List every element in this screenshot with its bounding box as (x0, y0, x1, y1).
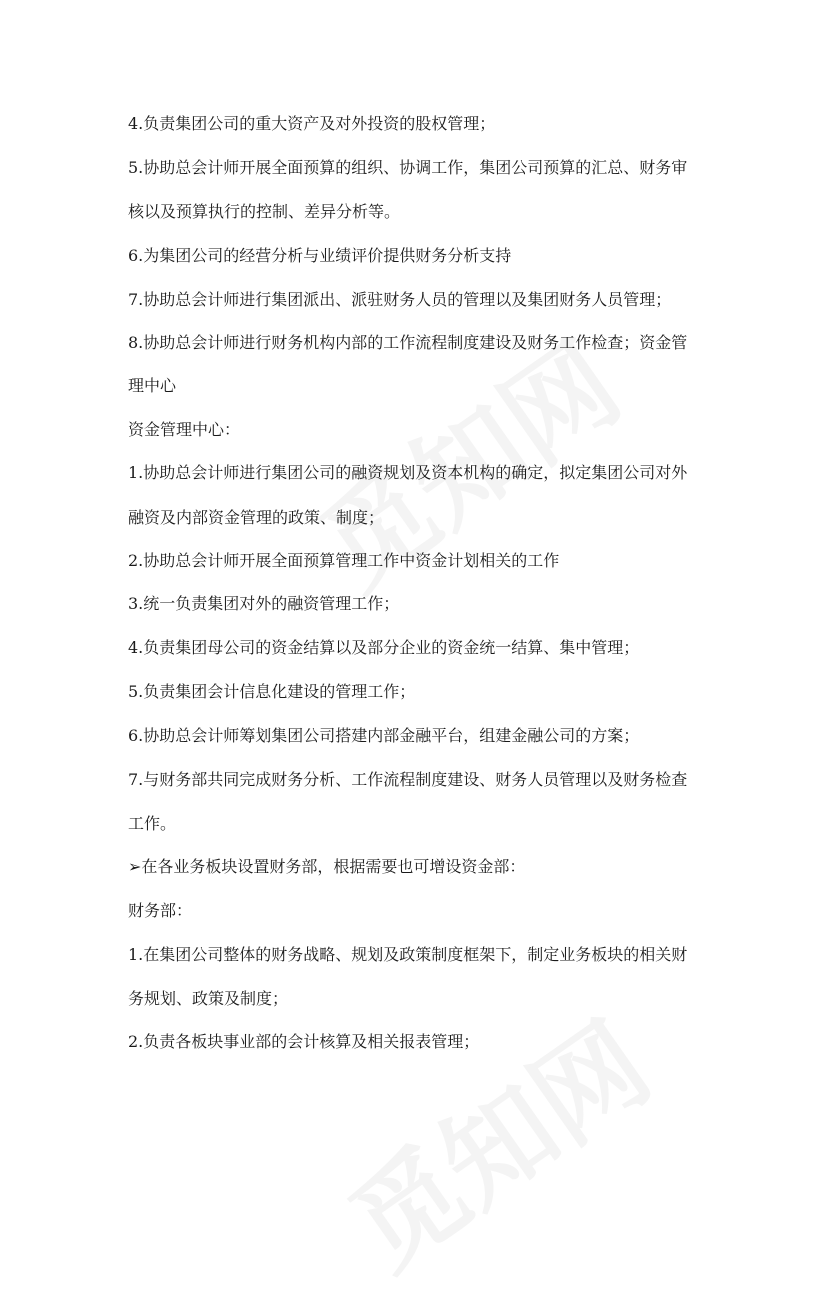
paragraph-line: 4.负责集团公司的重大资产及对外投资的股权管理； (128, 114, 496, 133)
paragraph-line: 6.协助总会计师筹划集团公司搭建内部金融平台，组建金融公司的方案； (128, 726, 640, 745)
paragraph-line: 7.协助总会计师进行集团派出、派驻财务人员的管理以及集团财务人员管理； (128, 290, 672, 309)
paragraph-line: 2.协助总会计师开展全面预算管理工作中资金计划相关的工作 (128, 551, 560, 570)
paragraph-line: 核以及预算执行的控制、差异分析等。 (128, 202, 401, 221)
paragraph-line: 3.统一负责集团对外的融资管理工作； (128, 594, 400, 613)
bullet-line: ➢在各业务板块设置财务部，根据需要也可增设资金部： (128, 857, 526, 876)
paragraph-line: 理中心 (128, 376, 177, 395)
paragraph-line: 融资及内部资金管理的政策、制度； (128, 508, 385, 527)
watermark (315, 980, 676, 1298)
paragraph-line: 8.协助总会计师进行财务机构内部的工作流程制度建设及财务工作检查；资金管 (128, 333, 688, 352)
paragraph-line: 5.负责集团会计信息化建设的管理工作； (128, 682, 416, 701)
section-heading: 资金管理中心： (128, 420, 241, 439)
paragraph-line: 5.协助总会计师开展全面预算的组织、协调工作，集团公司预算的汇总、财务审 (128, 158, 688, 177)
paragraph-line: 2.负责各板块事业部的会计核算及相关报表管理； (128, 1032, 480, 1051)
paragraph-line: 1.协助总会计师进行集团公司的融资规划及资本机构的确定，拟定集团公司对外 (128, 463, 688, 482)
section-heading: 财务部： (128, 901, 193, 920)
paragraph-line: 7.与财务部共同完成财务分析、工作流程制度建设、财务人员管理以及财务检查 (128, 770, 688, 789)
paragraph-line: 4.负责集团母公司的资金结算以及部分企业的资金统一结算、集中管理； (128, 638, 640, 657)
paragraph-line: 1.在集团公司整体的财务战略、规划及政策制度框架下，制定业务板块的相关财 (128, 945, 688, 964)
paragraph-line: 务规划、政策及制度； (128, 989, 289, 1008)
paragraph-line: 工作。 (128, 814, 177, 833)
paragraph-line: 6.为集团公司的经营分析与业绩评价提供财务分析支持 (128, 246, 512, 265)
